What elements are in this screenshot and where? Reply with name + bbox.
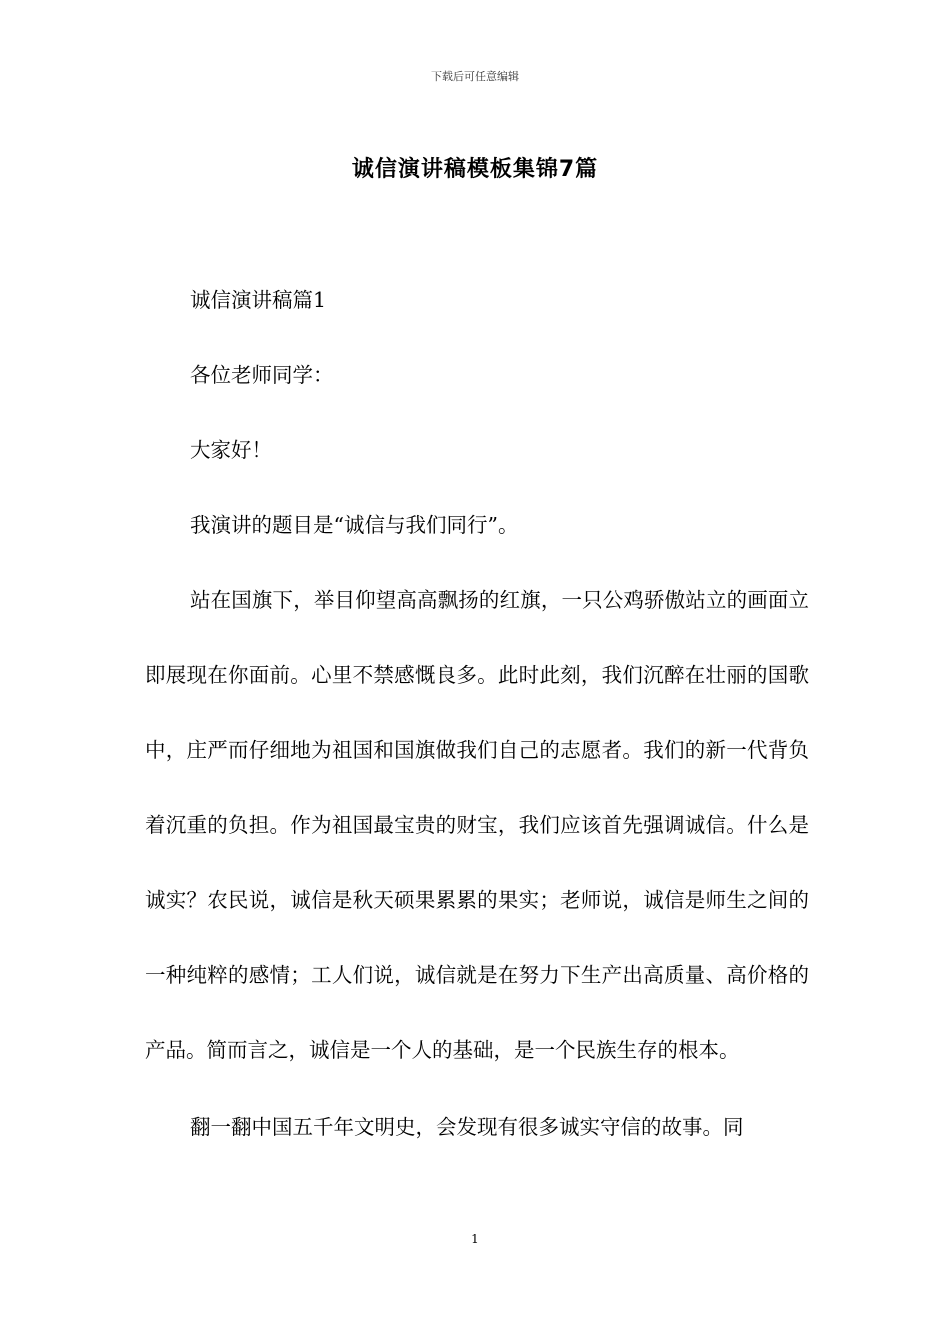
body-paragraph: 站在国旗下，举目仰望高高飘扬的红旗，一只公鸡骄傲站立的画面立即展现在你面前。心里不禁感慨良多。此时此刻，我们沉醉在壮丽的国歌中，庄严而仔细地为祖国和国旗做我们自己的志愿者。我们的新一代背负着沉重的负担。作为祖国最宝贵的财宝，我们应该首先强调诚信。什么是诚实？农民说，诚信是秋天硕果累累的果实；老师说，诚信是师生之间的一种纯粹的感情；工人们说，诚信就是在努力下生产出高质量、高价格的产品。简而言之，诚信是一个人的基础，是一个民族生存的根本。 [145,588,809,1062]
greeting: 大家好！ [190,438,272,462]
document-body [145,281,809,1185]
body-paragraph: 翻一翻中国五千年文明史，会发现有很多诚实守信的故事。同 [190,1115,744,1139]
speech-topic: 我演讲的题目是“诚信与我们同行”。 [190,513,519,537]
document-title: 诚信演讲稿模板集锦7篇 [351,157,599,182]
header-note: 下载后可任意编辑 [431,70,519,83]
section-heading: 诚信演讲稿篇1 [190,288,327,312]
page-number: 1 [471,1232,479,1246]
salutation: 各位老师同学： [190,363,334,387]
